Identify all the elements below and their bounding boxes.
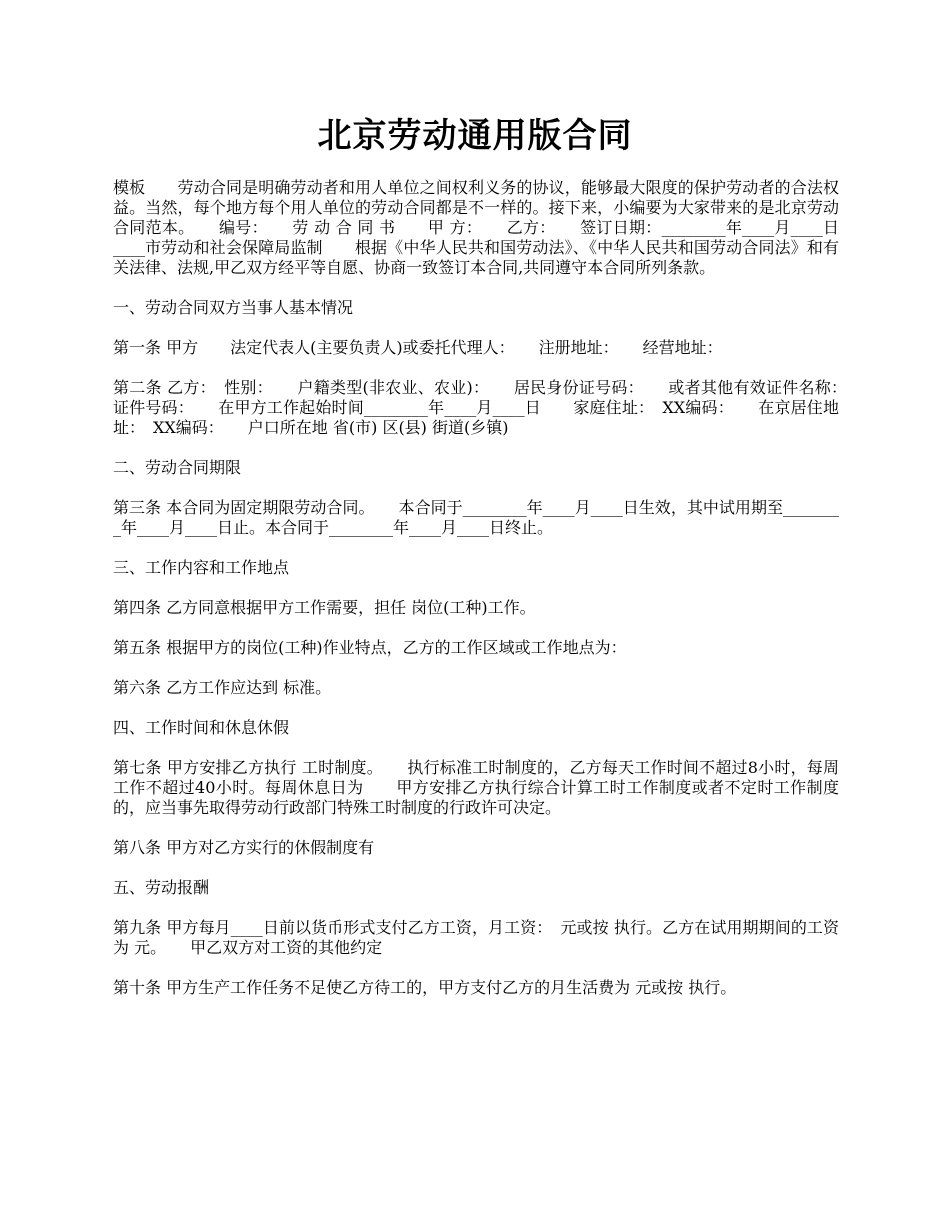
article-9: 第九条 甲方每月____日前以货币形式支付乙方工资，月工资： 元或按 执行。乙方在试用期期间的工资为 元。 甲乙双方对工资的其他约定 bbox=[113, 918, 839, 957]
section-heading-1: 一、劳动合同双方当事人基本情况 bbox=[113, 298, 354, 317]
article-2: 第二条 乙方： 性别： 户籍类型(非农业、农业)： 居民身份证号码： 或者其他有效证件名称： 证件号码： 在甲方工作起始时间________年____月____日 家庭住址： XX编码： 在京居住地址： XX编码： 户口所在地 省(市) 区(县) 街道(乡镇) bbox=[113, 378, 856, 437]
article-5: 第五条 根据甲方的岗位(工种)作业特点，乙方的工作区域或工作地点为： bbox=[113, 638, 627, 657]
section-heading-2: 二、劳动合同期限 bbox=[113, 458, 242, 477]
section-heading-4: 四、工作时间和休息休假 bbox=[113, 718, 290, 737]
article-1: 第一条 甲方 法定代表人(主要负责人)或委托代理人： 注册地址： 经营地址： bbox=[113, 338, 723, 357]
intro-paragraph: 模板 劳动合同是明确劳动者和用人单位之间权利义务的协议，能够最大限度的保护劳动者的合法权益。当然，每个地方每个用人单位的劳动合同都是不一样的。接下来，小编要为大家带来的是北京劳动合同范本。 编号： 劳 动 合 同 书 甲 方： 乙方： 签订日期：________年____月____日 ____市劳动和社会保障局监制 根据《中华人民共和国劳动法》、《中华人民共和国劳动合同法》和有关法律、法规,甲乙双方经平等自愿、协商一致签订本合同,共同遵守本合同所列条款。 bbox=[113, 178, 872, 277]
article-3: 第三条 本合同为固定期限劳动合同。 本合同于________年____月____日生效，其中试用期至________年____月____日止。本合同于________年____月____日终止。 bbox=[113, 498, 839, 537]
section-heading-5: 五、劳动报酬 bbox=[113, 878, 210, 897]
document-title: 北京劳动通用版合同 bbox=[317, 116, 633, 156]
article-7: 第七条 甲方安排乙方执行 工时制度。 执行标准工时制度的，乙方每天工作时间不超过8小时，每周工作不超过40小时。每周休息日为 甲方安排乙方执行综合计算工时工作制度或者不定时工作制度的，应当事先取得劳动行政部门特殊工时制度的行政许可决定。 bbox=[113, 758, 839, 817]
article-10: 第十条 甲方生产工作任务不足使乙方待工的，甲方支付乙方的月生活费为 元或按 执行。 bbox=[113, 978, 737, 997]
article-4: 第四条 乙方同意根据甲方工作需要，担任 岗位(工种)工作。 bbox=[113, 598, 536, 617]
article-8: 第八条 甲方对乙方实行的休假制度有 bbox=[113, 838, 375, 857]
section-heading-3: 三、工作内容和工作地点 bbox=[113, 558, 290, 577]
document-body bbox=[113, 178, 872, 1018]
article-6: 第六条 乙方工作应达到 标准。 bbox=[113, 678, 332, 697]
